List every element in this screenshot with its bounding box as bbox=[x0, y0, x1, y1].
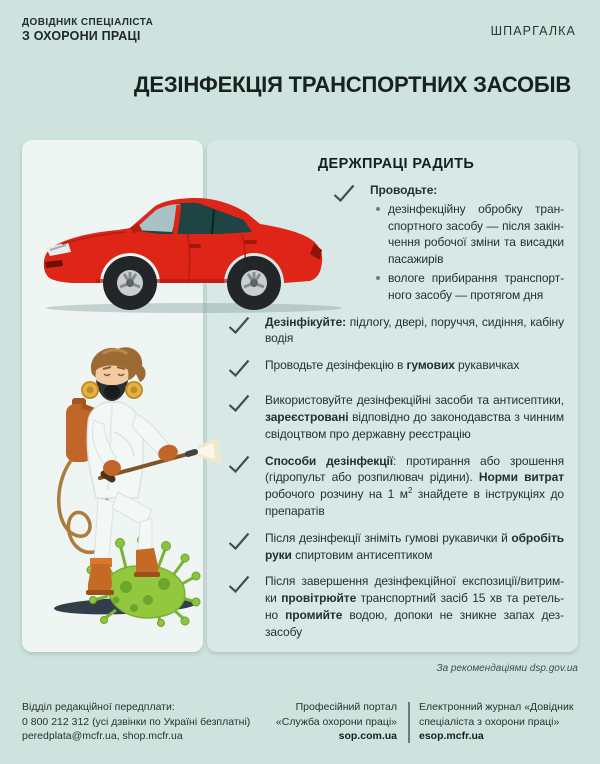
car-illustration bbox=[38, 182, 350, 314]
footer-divider bbox=[408, 702, 410, 743]
text-segment: зареєстровані bbox=[265, 409, 349, 424]
sop-url: sop.com.ua bbox=[338, 730, 397, 742]
footer-line: «Служба охорони праці» bbox=[275, 715, 397, 728]
text-segment: Способи дезінфекції bbox=[265, 453, 393, 468]
car-shadow bbox=[46, 303, 342, 313]
advice-item-text bbox=[265, 314, 564, 348]
text-segment: підлогу, двері, поруччя, сидіння, кабіну водія bbox=[265, 314, 564, 346]
text-segment: Проводьте: bbox=[370, 183, 438, 197]
text-segment: знайдете в інструкціях до препаратів bbox=[265, 487, 564, 518]
advice-item bbox=[228, 357, 564, 382]
advice-item bbox=[228, 453, 564, 520]
advice-item bbox=[228, 573, 564, 640]
bullet-dot bbox=[376, 207, 380, 211]
text-segment: обробіть руки bbox=[265, 530, 564, 562]
text-segment: Проводьте дезінфекцію в bbox=[265, 358, 407, 373]
text-segment: Після дезінфекції зніміть гумові рукавички й bbox=[265, 530, 512, 545]
attribution-note: За рекомендаціями dsp.gov.ua bbox=[436, 663, 578, 674]
footer-portal-info bbox=[230, 700, 397, 744]
advice-sub-item bbox=[376, 201, 564, 268]
text-segment: дезінфекційну обробку тран-спортного засобу — після закін-чення робочої зміни та висадки пасажирів bbox=[388, 201, 564, 267]
text-segment: Дезінфікуйте: bbox=[265, 314, 347, 329]
text-segment: 2 bbox=[407, 486, 413, 496]
footer-line: peredplata@mcfr.ua, shop.mcfr.ua bbox=[22, 730, 183, 742]
glove-rear bbox=[103, 460, 121, 476]
advice-item-text bbox=[265, 453, 564, 520]
footer-subscription-info bbox=[22, 700, 250, 744]
advice-item bbox=[228, 530, 564, 564]
text-segment: Після завершення дезінфекційної експозиції/витрим-ки bbox=[265, 574, 564, 606]
footer-line: Відділ редакційної передплати: bbox=[22, 701, 175, 713]
advice-sub-text bbox=[388, 270, 564, 304]
footer-line: спеціаліста з охорони праці» bbox=[419, 715, 560, 728]
advice-item bbox=[228, 392, 564, 442]
cheatsheet-label: ШПАРГАЛКА bbox=[490, 24, 576, 38]
page-title: ДЕЗІНФЕКЦІЯ ТРАНСПОРТНИХ ЗАСОБІВ bbox=[133, 72, 572, 97]
text-segment: рукавичках bbox=[454, 358, 520, 373]
text-segment: : протирання або зрошення (гідропульт або розпилювач рідини). bbox=[265, 453, 564, 485]
footer-line: Професійний портал bbox=[295, 701, 397, 713]
car-rear-wheel bbox=[227, 256, 281, 310]
check-icon bbox=[228, 316, 250, 334]
text-segment: транспортний засіб 15 хв та ретель-но bbox=[265, 591, 564, 622]
footer-line: 0 800 212 312 (усі дзвінки по Україні безплатні) bbox=[22, 715, 251, 728]
bullet-dot bbox=[376, 276, 380, 280]
advice-heading: ДЕРЖПРАЦІ РАДИТЬ bbox=[317, 156, 475, 172]
worker-illustration bbox=[48, 340, 238, 598]
spray-puff bbox=[198, 437, 222, 464]
footer-journal-info bbox=[419, 700, 573, 744]
brand-text bbox=[22, 17, 153, 43]
brand-line-1: ДОВІДНИК СПЕЦІАЛІСТА bbox=[22, 17, 154, 28]
car-front-wheel bbox=[103, 256, 157, 310]
advice-sub-text bbox=[388, 201, 564, 268]
advice-item-text bbox=[265, 573, 564, 640]
text-segment: вологе прибирання транспорт-ного засобу — протягом дня bbox=[388, 270, 564, 302]
text-segment: провітрюйте bbox=[281, 591, 357, 606]
text-segment: промийте bbox=[285, 607, 343, 622]
advice-sub-item bbox=[376, 270, 564, 304]
advice-item-text bbox=[370, 182, 564, 304]
footer-line: Електронний журнал «Довідник bbox=[419, 701, 574, 713]
text-segment: Використовуйте дезінфекційні засоби та антисептики, bbox=[265, 393, 564, 408]
text-segment: гумових bbox=[406, 358, 455, 373]
text-segment: водою, допоки не зникне запах дез-засобу bbox=[265, 607, 564, 639]
text-segment: Норми витрат bbox=[478, 470, 564, 485]
advice-item-text bbox=[265, 392, 564, 442]
text-segment: робочого розчину на 1 м bbox=[265, 487, 408, 502]
advice-item bbox=[228, 314, 564, 348]
advice-item bbox=[333, 182, 564, 304]
text-segment: відповідно до законодавства з чинним свідоцтвом про державну реєстрацію bbox=[265, 409, 564, 441]
esop-url: esop.mcfr.ua bbox=[419, 730, 484, 742]
brand-line-2: З ОХОРОНИ ПРАЦІ bbox=[22, 29, 141, 43]
advice-item-text bbox=[265, 530, 564, 564]
advice-item-text bbox=[265, 357, 564, 382]
text-segment: спиртовим антисептиком bbox=[291, 547, 433, 562]
